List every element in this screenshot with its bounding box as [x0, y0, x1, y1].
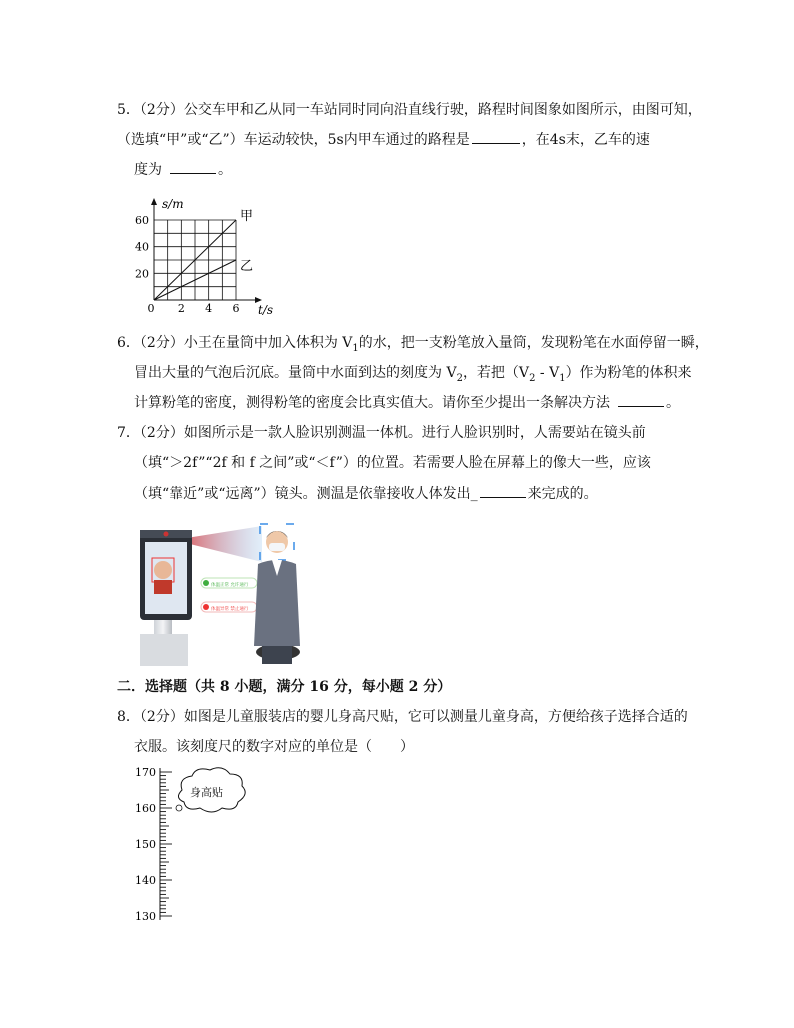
q6-line1a: 6．（2分）小王在量筒中加入体积为 V	[117, 335, 353, 351]
q8-line1: 8．（2分）如图是儿童服装店的婴儿身高尺贴，它可以测量儿童身高，方便给孩子选择合适的	[117, 709, 688, 725]
q6-sub-1: 1	[352, 342, 359, 354]
q5-blank-1[interactable]	[472, 131, 520, 144]
q7-blank[interactable]	[480, 485, 526, 498]
sticker-label: 身高贴	[190, 786, 223, 799]
q7-line2: （填“＞2f”“2f 和 f 之间”或“＜f”）的位置。若需要人脸在屏幕上的像大一些，应该	[134, 455, 651, 471]
ruler-ticks	[160, 768, 172, 920]
q5-line2b: ，在4s末，乙车的速	[521, 132, 650, 148]
ruler-label: 150	[135, 838, 156, 851]
q7-line3b: 来完成的。	[527, 486, 598, 502]
x-axis-label: t/s	[258, 303, 274, 317]
camera-icon	[164, 532, 169, 537]
q6-line1	[117, 334, 709, 358]
q7-line3	[134, 485, 598, 503]
status-text-bad: 体温异常 禁止通行	[211, 607, 249, 612]
screen-face	[154, 561, 172, 579]
y-axis-arrow	[151, 198, 157, 205]
q5-line3a: 度为	[134, 162, 162, 178]
q6-line3b: 。	[666, 395, 680, 411]
error-icon	[203, 604, 209, 610]
height-ruler	[130, 762, 270, 927]
q6-sub-4: 1	[559, 372, 566, 384]
sticker-swirl	[176, 805, 182, 811]
y-tick-label: 40	[135, 240, 149, 254]
ruler-label: 130	[135, 910, 156, 923]
q5-line2a: （选填“甲”或“乙”）车运动较快，5s内甲车通过的路程是	[117, 132, 470, 148]
device-stand-base	[140, 634, 188, 666]
q6-line2a: 冒出大量的气泡后沉底。量筒中水面到达的刻度为 V	[134, 365, 457, 381]
q6-line2	[134, 364, 692, 388]
q6-line2c: - V	[535, 365, 560, 381]
q5-blank-2[interactable]	[170, 161, 216, 174]
x-tick-label: 0	[147, 302, 155, 315]
x-tick-label: 6	[232, 302, 240, 315]
x-tick-label: 2	[177, 302, 185, 315]
x-tick-label: 4	[205, 302, 213, 315]
q6-sub-3: 2	[529, 372, 536, 384]
q7-line1: 7．（2分）如图所示是一款人脸识别测温一体机。进行人脸识别时，人需要站在镜头前	[117, 425, 646, 441]
st-chart	[120, 196, 274, 321]
q6-sub-2: 2	[456, 372, 463, 384]
status-text-ok: 体温正常 允许通行	[211, 583, 249, 588]
q6-line2b: ，若把（V	[462, 365, 530, 381]
y-tick-label: 20	[135, 267, 149, 281]
person-legs	[262, 646, 292, 664]
q5-line2	[117, 131, 650, 149]
q5-line3b: 。	[218, 162, 232, 178]
y-axis-label: s/m	[162, 197, 184, 211]
face-recognition-illustration	[134, 516, 314, 666]
y-tick-label: 60	[135, 214, 149, 227]
ruler-label: 170	[135, 766, 156, 779]
q6-blank[interactable]	[618, 394, 664, 407]
ok-icon	[203, 580, 209, 586]
ruler-labels	[135, 766, 156, 923]
q6-line3	[134, 394, 680, 412]
q8-line2: 衣服。该刻度尺的数字对应的单位是（ ）	[134, 739, 414, 755]
ruler-label: 160	[135, 802, 156, 815]
q6-line2d: ）作为粉笔的体积来	[565, 365, 692, 381]
q5-line1: 5．（2分）公交车甲和乙从同一车站同时同向沿直线行驶，路程时间图象如图所示，由图可知，	[117, 102, 702, 118]
series-label-1: 甲	[240, 209, 254, 224]
ruler-label: 140	[135, 874, 156, 887]
person-mask	[269, 543, 285, 551]
section-2-title: 二．选择题（共 8 小题，满分 16 分，每小题 2 分）	[117, 679, 452, 695]
q6-line1b: 的水，把一支粉笔放入量筒，发现粉笔在水面停留一瞬，	[358, 335, 709, 351]
series-label-2: 乙	[240, 259, 254, 274]
q6-line3a: 计算粉笔的密度，测得粉笔的密度会比真实值大。请你至少提出一条解决方法	[134, 395, 610, 411]
screen-body	[154, 580, 172, 594]
q7-line3a: （填“靠近”或“远离”）镜头。测温是依靠接收人体发出_	[134, 486, 478, 502]
q5-line3	[134, 161, 232, 179]
